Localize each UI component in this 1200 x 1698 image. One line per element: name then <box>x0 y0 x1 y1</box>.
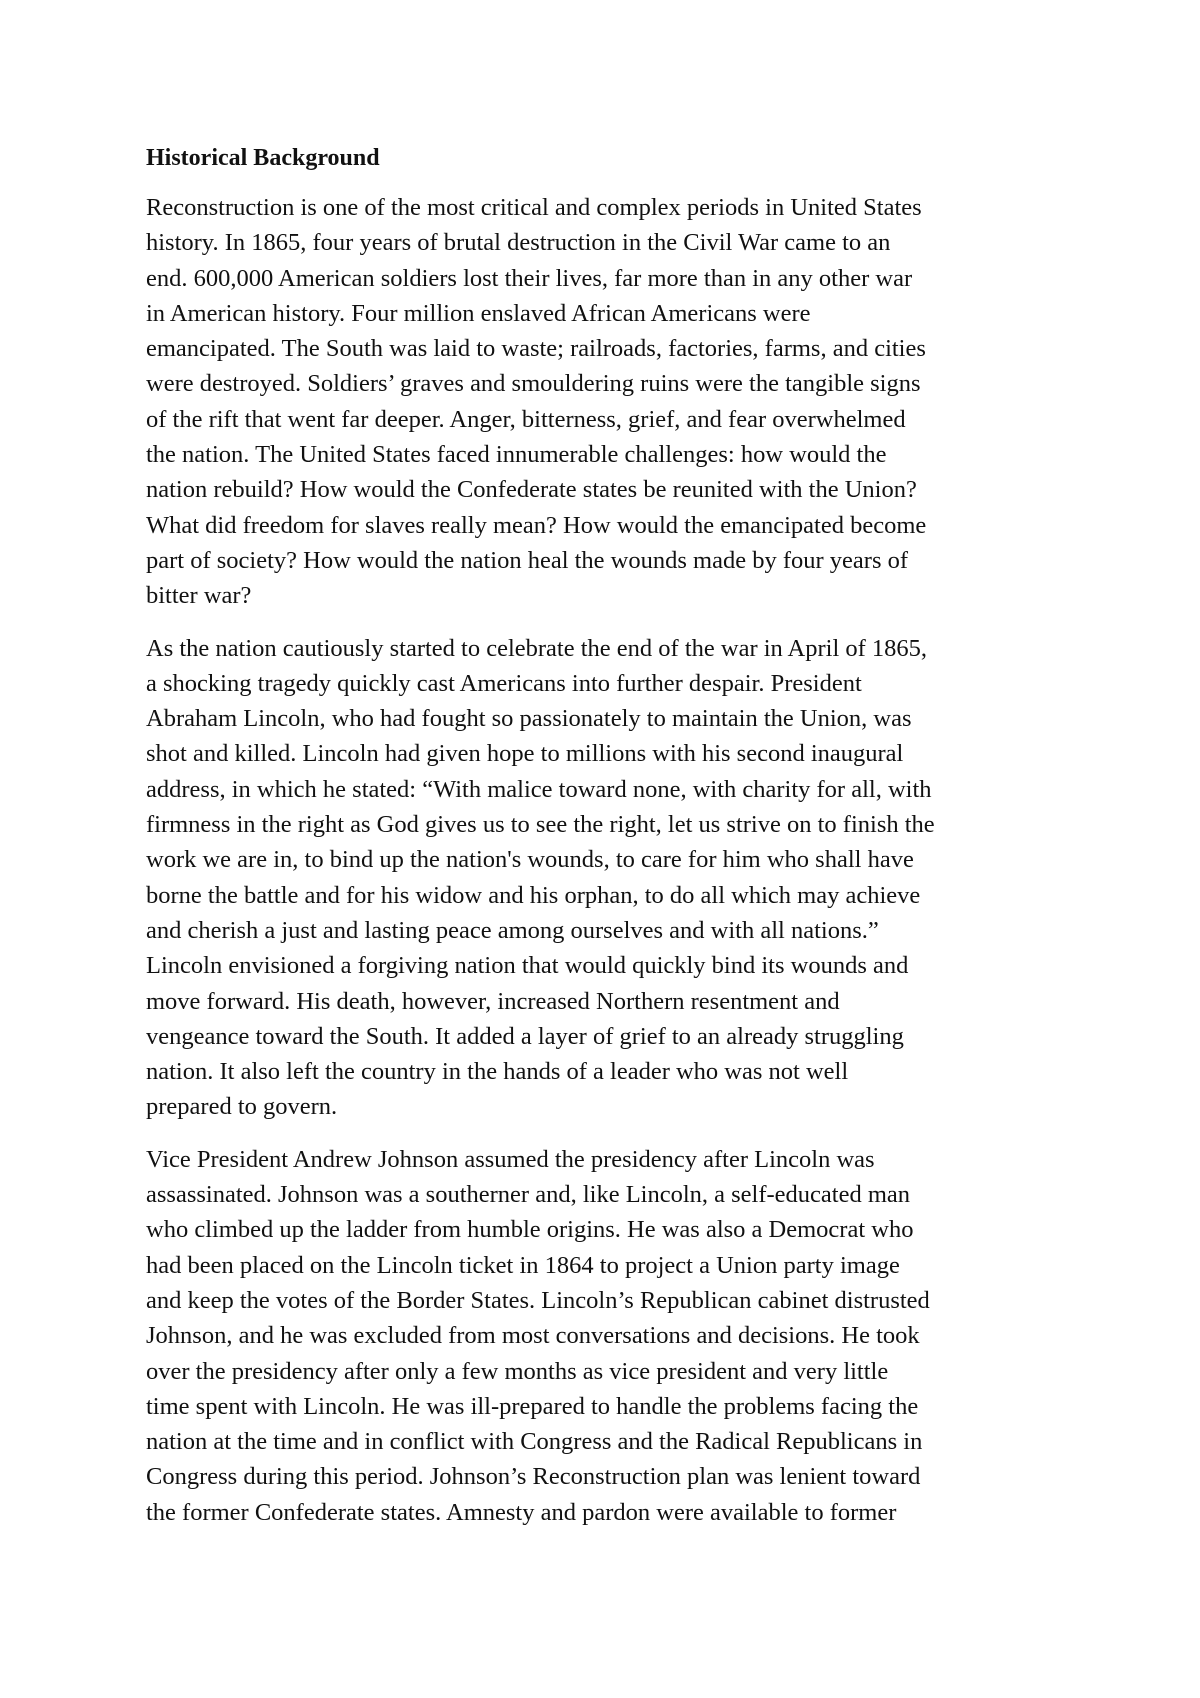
text-line: What did freedom for slaves really mean? How would the emancipated become <box>146 511 927 539</box>
text-line: assassinated. Johnson was a southerner and, like Lincoln, a self-educated man <box>146 1181 911 1209</box>
text-line: of the rift that went far deeper. Anger, bitterness, grief, and fear overwhelmed <box>146 405 906 433</box>
text-line: vengeance toward the South. It added a layer of grief to an already struggling <box>146 1022 904 1050</box>
text-line: shot and killed. Lincoln had given hope to millions with his second inaugural <box>146 740 904 768</box>
text-line: and keep the votes of the Border States. Lincoln’s Republican cabinet distrusted <box>146 1286 930 1314</box>
text-line: part of society? How would the nation heal the wounds made by four years of <box>146 546 909 574</box>
paragraphs-container <box>146 190 1086 1530</box>
text-line: time spent with Lincoln. He was ill-prepared to handle the problems facing the <box>146 1392 919 1420</box>
text-line: Reconstruction is one of the most critical and complex periods in United States <box>146 194 922 221</box>
text-line: nation at the time and in conflict with Congress and the Radical Republicans in <box>146 1428 923 1456</box>
paragraph-2 <box>146 631 1086 1125</box>
text-line: prepared to govern. <box>146 1093 338 1121</box>
text-line: in American history. Four million enslaved African Americans were <box>146 299 811 327</box>
paragraph-1 <box>146 190 1086 614</box>
text-line: end. 600,000 American soldiers lost their lives, far more than in any other war <box>146 264 913 292</box>
document-body <box>146 140 1086 1547</box>
text-line: over the presidency after only a few months as vice president and very little <box>146 1357 889 1385</box>
text-line: nation. It also left the country in the hands of a leader who was not well <box>146 1058 849 1086</box>
text-line: emancipated. The South was laid to waste; railroads, factories, farms, and cities <box>146 335 926 363</box>
section-heading: Historical Background <box>146 145 380 171</box>
text-line: the former Confederate states. Amnesty and pardon were available to former <box>146 1498 897 1526</box>
text-line: were destroyed. Soldiers’ graves and smouldering ruins were the tangible signs <box>146 370 921 398</box>
text-line: and cherish a just and lasting peace among ourselves and with all nations.” <box>146 916 879 944</box>
text-line: Congress during this period. Johnson’s Reconstruction plan was lenient toward <box>146 1463 921 1491</box>
text-line: a shocking tragedy quickly cast Americans into further despair. President <box>146 669 862 697</box>
text-line: Vice President Andrew Johnson assumed the presidency after Lincoln was <box>146 1145 875 1173</box>
text-line: move forward. His death, however, increased Northern resentment and <box>146 987 840 1015</box>
paragraph-3 <box>146 1142 1086 1530</box>
text-line: As the nation cautiously started to celebrate the end of the war in April of 1865, <box>146 634 928 662</box>
text-line: Abraham Lincoln, who had fought so passionately to maintain the Union, was <box>146 705 912 733</box>
text-line: borne the battle and for his widow and his orphan, to do all which may achieve <box>146 881 921 909</box>
text-line: work we are in, to bind up the nation's wounds, to care for him who shall have <box>146 846 914 874</box>
text-line: firmness in the right as God gives us to see the right, let us strive on to finish the <box>146 811 935 839</box>
text-line: nation rebuild? How would the Confederate states be reunited with the Union? <box>146 476 917 504</box>
text-line: Lincoln envisioned a forgiving nation that would quickly bind its wounds and <box>146 952 909 980</box>
text-line: history. In 1865, four years of brutal destruction in the Civil War came to an <box>146 229 891 257</box>
text-line: who climbed up the ladder from humble origins. He was also a Democrat who <box>146 1216 914 1244</box>
text-line: had been placed on the Lincoln ticket in 1864 to project a Union party image <box>146 1251 900 1279</box>
text-line: Johnson, and he was excluded from most conversations and decisions. He took <box>146 1322 920 1350</box>
text-line: the nation. The United States faced innumerable challenges: how would the <box>146 441 887 469</box>
text-line: address, in which he stated: “With malice toward none, with charity for all, with <box>146 775 932 803</box>
text-line: bitter war? <box>146 582 252 610</box>
